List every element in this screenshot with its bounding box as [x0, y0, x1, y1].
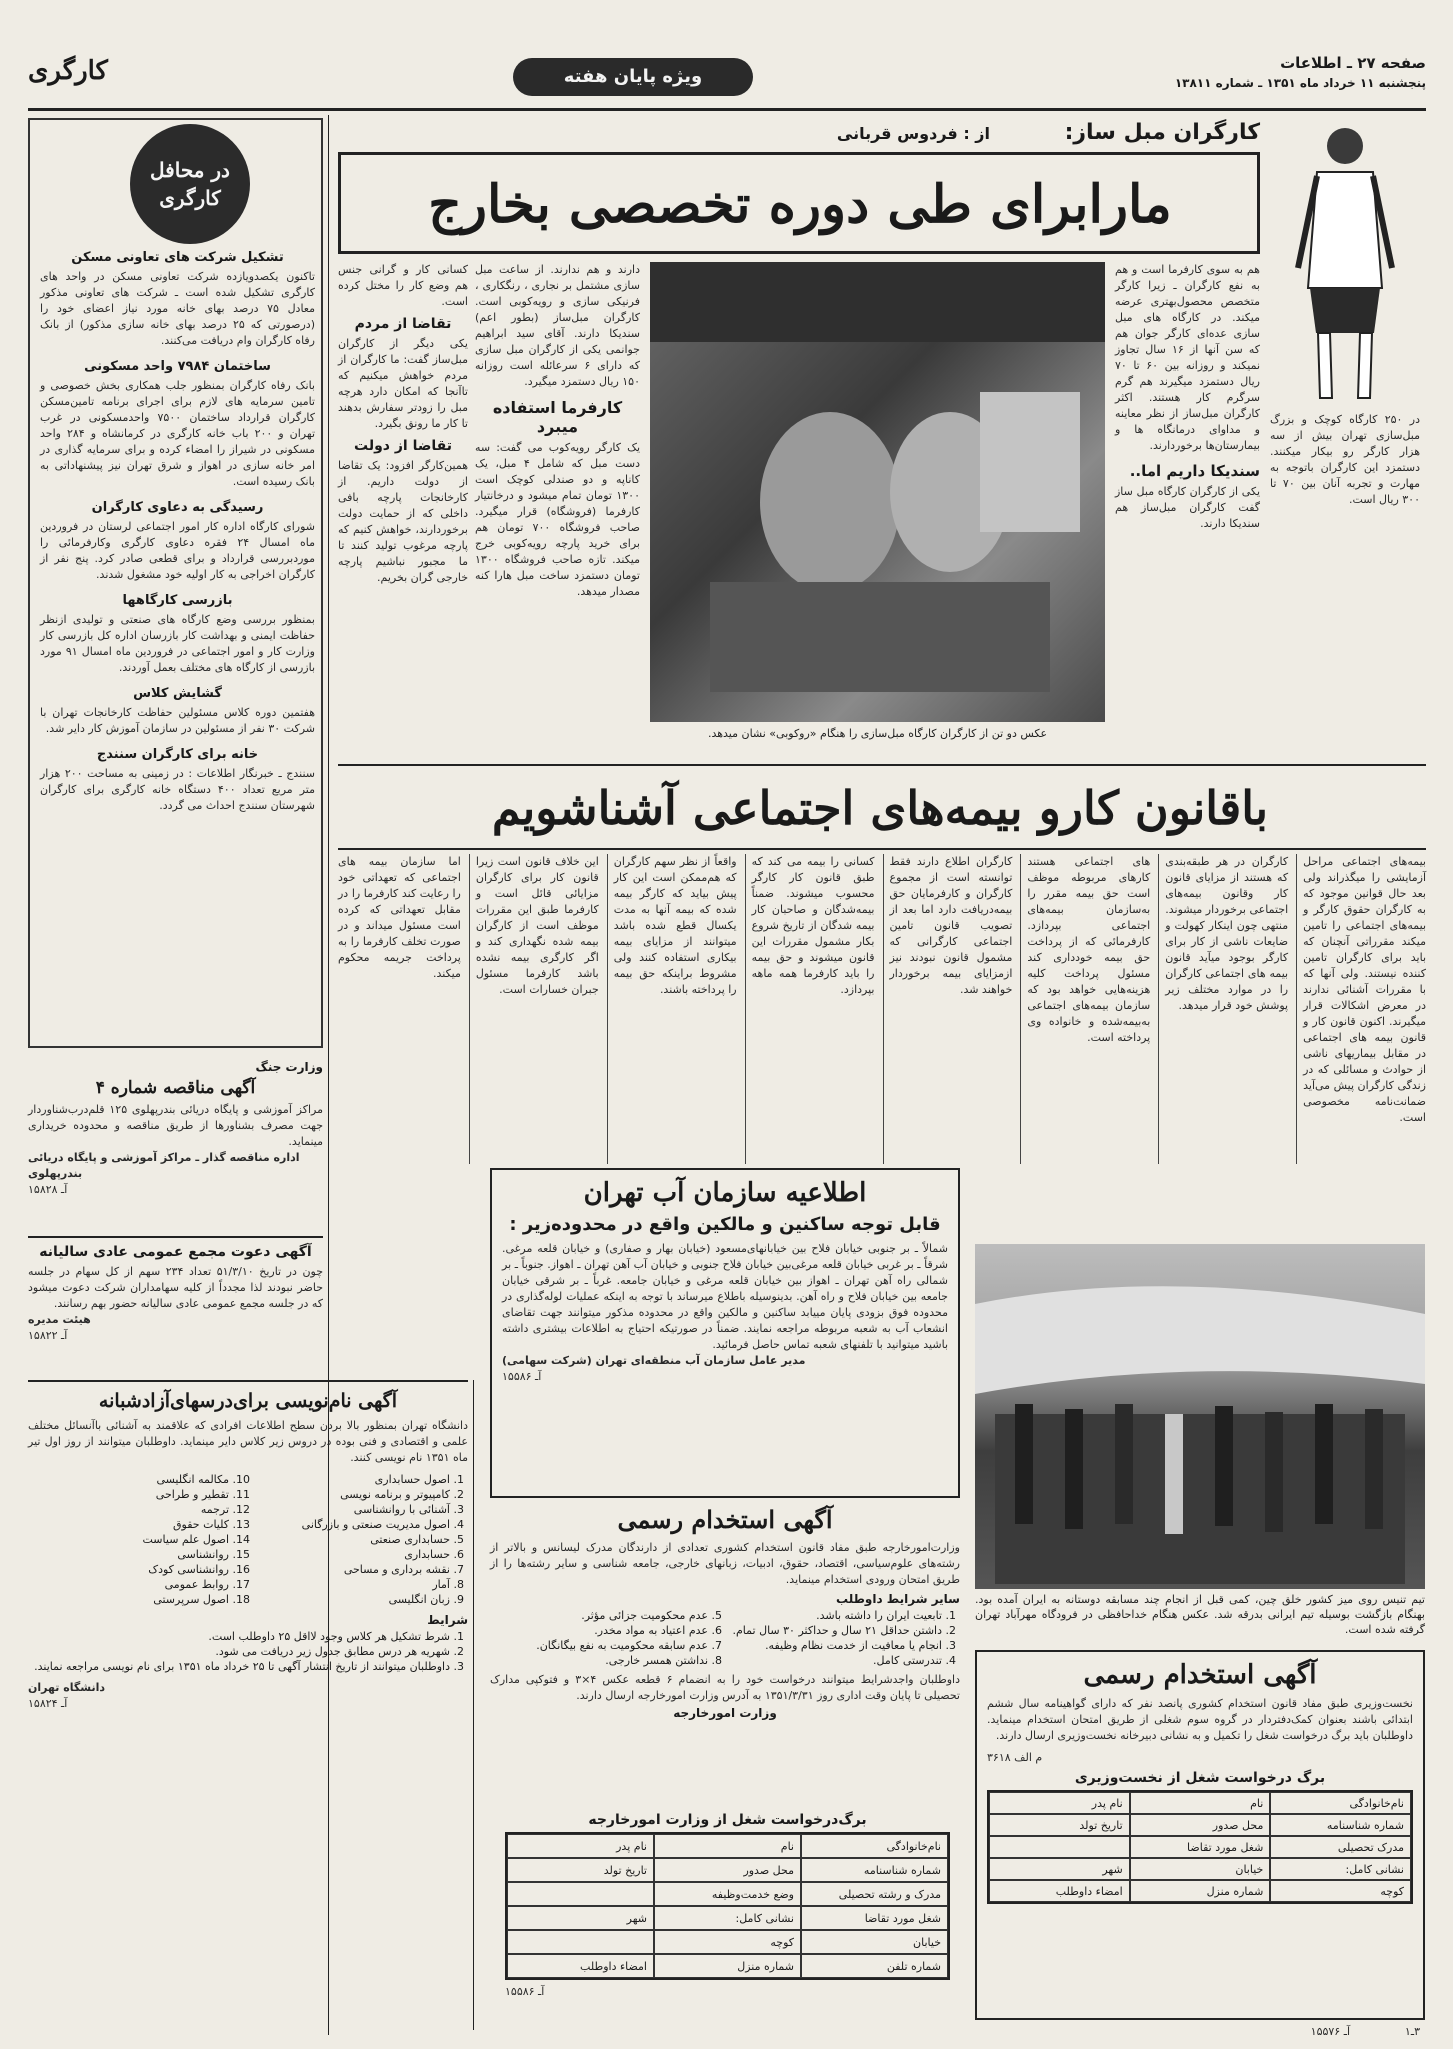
assembly-body: چون در تاریخ ۵۱/۳/۱۰ تعداد ۲۳۴ سهم از کل سهام در جلسه حاضر نبودند لذا مجدداً از کلیه سهامداران شرکت دعوت میشود که در جلسه مجمع عمومی عادی سالیانه حضور بهم رسانند.	[28, 1265, 324, 1310]
news-item-body: سنندج ـ خبرنگار اطلاعات : در زمینی به مساحت ۲۰۰ هزار متر مربع تعداد ۴۰۰ دستگاه خانه کارگری برای کارگران شهرستان سنندج احداث می گردد.	[40, 767, 315, 812]
water-body: شمالاً ـ بر جنوبی خیابان فلاح بین خیابانهای‌مسعود (خیابان بهار و صفاری) و خیابان قلعه مرغی. شرقاً ـ بر غربی خیابان قلعه مرغی‌بین خیابان فلاح جنوبی و خیابان آب آهن تهران ـ اهواز. جنوباً ـ بر شمالی راه آهن تهران ـ اهواز بین خیابان قلعه مرغی و خیابان جامعه. غرباً ـ بر شرقی خیابان جامعه بین خیابان فلاح و راه آهن. بدینوسیله باطلاع میرساند با توجه به اینکه عملیات لوله‌گذاری در محدوده فوق بزودی پایان مییابد ساکنین و مالکین واقع در محدوده مذکور میتوانند جهت تقاضای انشعاب آب به شعبه مربوطه مراجعه نمایند. ضمناً در صورتیکه احتیاج به اطلاعات بیشتری داشته باشید میتوانید با تلفنهای شعبه تماس حاصل فرمائید.	[502, 1242, 948, 1351]
mfa-conditions	[490, 1608, 960, 1668]
figure-drawing	[1270, 118, 1420, 408]
form-field[interactable]: خیابان	[1130, 1858, 1271, 1880]
pm-footer-page: ۳ـ۱	[1404, 2025, 1420, 2038]
law-headline: باقانون کارو بیمه‌های اجتماعی آشناشویم	[491, 781, 1269, 835]
page-header	[28, 52, 1426, 104]
furniture-workers-photo	[650, 262, 1105, 722]
mfa-code: آـ ۱۵۵۸۶	[505, 1985, 545, 1998]
university-title: آگهی نام‌نویسی برای‌درسهای‌آزاد‌شبانه	[98, 1390, 398, 1412]
photo-caption: عکس دو تن از کارگران کارگاه مبل‌سازی را هنگام «روکوبی» نشان میدهد.	[707, 727, 1048, 740]
law-column: اما سازمان بیمه های اجتماعی که تعهداتی خود را رعایت کند کارفرما را در مقابل تعهداتی که کرده است مسئول میداند و در صورت تخلف کارفرما را به پرداخت جریمه محکوم میکند.	[338, 855, 461, 980]
water-sign: مدیر عامل سازمان آب منطقه‌ای تهران (شرکت سهامی)	[502, 1354, 806, 1367]
feature-subhead: تقاضا از دولت	[354, 438, 452, 454]
news-item-title: خانه برای کارگران سنندج	[96, 747, 259, 762]
form-field[interactable]	[507, 1930, 654, 1954]
course-item: 5. حسابداری صنعتی	[249, 1532, 450, 1547]
header-rule	[28, 108, 1426, 111]
form-field[interactable]: کوچه	[654, 1930, 801, 1954]
feature-subhead: سندیکا داریم اما..	[1129, 462, 1260, 480]
feature-column-top: در ۲۵۰ کارگاه کوچک و بزرگ مبل‌سازی تهران بیش از سه هزار کارگر رو بیکار میکنند. دستمزد این کارگران باتوجه به مهارت و تجربه آنان بین ۷۰ تا ۳۰۰ ریال است.	[1270, 413, 1420, 506]
form-field[interactable]: شهر	[989, 1858, 1130, 1880]
water-notice	[490, 1168, 960, 1498]
course-item: 13. کلیات حقوق	[28, 1517, 229, 1532]
pm-ad-body: نخست‌وزیری طبق مفاد قانون استخدام کشوری پانصد نفر که دارای گواهینامه سال ششم ابتدائی باشند بعنوان کمک‌دفتردار در گروه سوم شغلی از طریق امتحان استخدام مینماید. داوطلبان باید برگ درخواست شغل را تکمیل و به نشانی دبیرخانه نخست‌وزیری ارسال دارند.	[987, 1697, 1413, 1742]
news-item	[40, 686, 315, 737]
form-field[interactable]: نام‌خانوادگی	[801, 1834, 948, 1858]
tender-title: آگهی مناقصه شماره ۴	[95, 1078, 256, 1098]
form-field[interactable]: خیابان	[801, 1930, 948, 1954]
table-tennis-caption: تیم تنیس روی میز کشور خلق چین، کمی قبل از انجام چند مسابقه دوستانه به ایران آمده بود. بهنگام بازگشت بوسیله تیم ایرانی بدرقه شد. عکس هنگام خداحافظی در فرودگاه مهرآباد تهران گرفته شده است.	[975, 1593, 1425, 1636]
feature-text: یکی دیگر از کارگران مبل‌ساز گفت: ما کارگران از مردم خواهش میکنیم که تاآنجا که امکان دارد هرچه مبل را زودتر سفارش بدهند تا کار ما رونق بگیرد.	[338, 337, 468, 430]
labor-news-list	[40, 250, 315, 1040]
condition-item: 6. عدم اعتیاد به مواد مخدر.	[490, 1623, 708, 1638]
section-title: کارگری	[28, 56, 108, 86]
feature-text: هم به سوی کارفرما است و هم به نفع کارگران ـ زیرا کارگر متخصص محصول‌بهتری عرضه میکند. در کارگاه های مبل سازی عده‌ای کارگر جوان هم که سن آنها از ۱۶ سال تجاوز نمیکند و روزانه بین ۶۰ تا ۷۰ ریال دستمزد میگیرند هم گرم سرگرم کار هستند. اکثر کارگران مبل‌ساز از نظر معاینه و مداوای درمانگاه ها و بیمارستان‌ها برخوردارند.	[1115, 263, 1261, 452]
page-number-line: صفحه ۲۷ ـ اطلاعات	[1280, 54, 1426, 72]
assembly-code: آـ ۱۵۸۲۲	[28, 1329, 68, 1342]
mfa-ad	[490, 1505, 960, 1805]
form-field[interactable]: محل صدور	[654, 1858, 801, 1882]
course-item: 18. اصول سرپرستی	[28, 1592, 229, 1607]
pm-footer-code: آـ ۱۵۵۷۶	[1310, 2025, 1350, 2038]
form-field[interactable]: شماره شناسنامه	[801, 1858, 948, 1882]
form-field[interactable]	[989, 1836, 1130, 1858]
note-item: 2. شهریه هر درس مطابق جدول زیر دریافت می شود.	[28, 1644, 450, 1659]
course-item: 15. روانشناسی	[28, 1547, 229, 1562]
mfa-form	[505, 1812, 950, 2012]
table-tennis-photo	[975, 1244, 1425, 1589]
pm-ad-code: م الف ۳۶۱۸	[987, 1751, 1043, 1764]
feature-text: همین‌کارگر افزود: یک تقاضا از دولت داریم. از کارخانجات پارچه بافی داخلی که از حمایت دولت برخوردارند، خواهش کنیم که پارچه مرغوب تولید کنند تا ما مجبور نباشیم پارچه خارجی گران بخریم.	[338, 459, 468, 584]
pm-ad	[975, 1650, 1425, 2020]
form-field[interactable]: تاریخ تولد	[507, 1858, 654, 1882]
assembly-sign: هیئت مدیره	[28, 1313, 91, 1326]
law-columns	[338, 854, 1426, 1164]
news-item	[40, 359, 315, 490]
condition-item: 4. تندرستی کامل.	[724, 1653, 942, 1668]
pm-ad-title: آگهی استخدام رسمی	[1083, 1660, 1317, 1690]
mfa-ad-body: وزارت‌امورخارجه طبق مفاد قانون استخدام کشوری تعدادی از دارندگان مدرک لیسانس و بالاتر از رشته‌های علوم‌سیاسی، اقتصاد، حقوق، ادبیات، زبانهای خارجی، جامعه شناسی و سایر رشته‌ها را از طریق امتحان ورودی استخدام مینماید.	[490, 1541, 960, 1586]
form-field[interactable]: شماره شناسنامه	[1270, 1814, 1411, 1836]
water-subtitle: قابل توجه ساکنین و مالکین واقع در محدوده‌زیر :	[509, 1214, 941, 1235]
feature-byline: از : فردوس قربانی	[836, 124, 990, 143]
news-item-title: رسیدگی به دعاوی کارگران	[91, 500, 264, 515]
mfa-ministry: وزارت امورخارجه	[673, 1706, 777, 1720]
tender-sign: اداره مناقصه گذار ـ مراکز آموزشی و پایگاه دریائی بندرپهلوی	[28, 1151, 300, 1180]
form-field[interactable]: شغل مورد تقاضا	[1130, 1836, 1271, 1858]
university-notes-title: شرایط	[427, 1613, 468, 1627]
feature-text: کسانی کار و گرانی جنس هم وضع کار را مختل کرده است.	[338, 263, 468, 308]
news-item	[40, 500, 315, 583]
pm-form-grid	[987, 1790, 1413, 1904]
news-item-body: شورای کارگاه اداره کار امور اجتماعی لرستان در فروردین ماه امسال ۲۴ فقره دعاوی کارگری وکارفرمائی را موردبررسی قرارداد و برای قطعی صادر کرد. پنج نفر از کارگران اخراجی به کار اولیه خود مشغول شدند.	[40, 520, 316, 581]
feature-column	[1115, 262, 1260, 762]
law-headline-rule	[338, 848, 1426, 850]
feature-headline: مارابرای طی دوره تخصصی بخارج	[428, 174, 1172, 235]
weekend-banner: ویژه پایان هفته	[513, 58, 753, 96]
form-field[interactable]: نام پدر	[507, 1834, 654, 1858]
mfa-form-title: برگ‌درخواست شغل از وزارت امورخارجه	[588, 1812, 867, 1828]
feature-text: یکی از کارگران کارگاه مبل ساز گفت کارگران مبل‌ساز هم سندیکا دارند.	[1115, 485, 1260, 530]
feature-text: یک کارگر رویه‌کوب می گفت: سه دست مبل که شامل ۴ مبل، یک کاناپه و دو صندلی کوچک است ۱۳۰۰ تومان تمام میشود و درخانتیار کارفرما (فروشگاه) قرار میگیرد. صاحب فروشگاه ۷۰۰ تومان هم برای خرید پارچه رویه‌کوبی خرج میکند. تازه صاحب فروشگاه ۱۳۰۰ تومان دستمزد ساخت مبل هارا کنه مصدار میدهد.	[475, 441, 641, 598]
feature-subhead: کارفرما استفاده میبرد	[492, 398, 623, 436]
news-item-title: تشکیل شرکت های تعاونی مسکن	[71, 250, 284, 265]
feature-headline-box	[338, 152, 1260, 254]
assembly-ad	[28, 1244, 323, 1374]
course-item: 10. مکالمه انگلیسی	[28, 1472, 229, 1487]
news-item	[40, 593, 315, 676]
form-field[interactable]: تاریخ تولد	[989, 1814, 1130, 1836]
feature-column	[338, 262, 468, 762]
form-field[interactable]: نشانی کامل:	[1270, 1858, 1411, 1880]
form-field[interactable]: مدرک تحصیلی	[1270, 1836, 1411, 1858]
note-item: 1. شرط تشکیل هر کلاس وجود لااقل ۲۵ داوطلب است.	[28, 1629, 450, 1644]
university-sign: دانشگاه تهران	[28, 1681, 105, 1694]
form-field[interactable]: نام پدر	[989, 1792, 1130, 1814]
news-item	[40, 747, 315, 814]
form-field[interactable]: وضع خدمت‌وظیفه	[654, 1882, 801, 1906]
condition-item: 5. عدم محکومیت جزائی مؤثر.	[490, 1608, 708, 1623]
feature-subhead: تقاضا از مردم	[354, 316, 452, 332]
news-item	[40, 250, 315, 349]
ad-divider	[28, 1380, 468, 1382]
ad-divider	[28, 1236, 323, 1238]
assembly-title: آگهی دعوت مجمع عمومی عادی سالیانه	[39, 1244, 312, 1260]
course-item: 16. روانشناسی کودک	[28, 1562, 229, 1577]
condition-item: 8. نداشتن همسر خارجی.	[490, 1653, 708, 1668]
law-column: کسانی را بیمه می کند که طبق قانون کار کارگر محسوب میشوند. ضمناً بیمه‌شدگان و صاحبان کار بیمه شدگان از تاریخ شروع بکار مشمول مقررات این قانون میشوند و حق بیمه را باید کارفرما همه ماهه بپردازد.	[745, 854, 875, 1164]
course-item: 6. حسابداری	[249, 1547, 450, 1562]
form-field[interactable]: نام	[654, 1834, 801, 1858]
feature-bottom-rule	[338, 764, 1426, 766]
law-column: این خلاف قانون است زیرا قانون کار برای کارگران مزایائی قائل است و کارفرما طبق این مقررات موظف است از کارگران بیمه شده نگهداری کند و اگر کارگری بیمه نشده باشد کارفرما مسئول جبران خسارات است.	[469, 854, 599, 1164]
labor-circles-badge-text: در محافل کارگری	[150, 158, 230, 210]
labor-news-column	[28, 118, 323, 1048]
photo-shapes	[975, 1244, 1425, 1589]
law-column: واقعاً از نظر سهم کارگران که هم‌ممکن است این کار پیش بیاید که کارگر بیمه شده که بیمه آنها به مدت یکسال قطع شده باشد میتوانند از مزایای بیمه بیکاری استفاده کنند ولی مشروط براینکه حق بیمه را پرداخته باشند.	[607, 854, 737, 1164]
date-line: پنجشنبه ۱۱ خرداد ماه ۱۳۵۱ ـ شماره ۱۳۸۱۱	[1174, 76, 1426, 90]
law-column: های اجتماعی هستند کارهای مربوطه موظف است حق بیمه مقرر را به‌سازمان بیمه‌های اجتماعی بپردازد. کارفرمائی که از پرداخت حق بیمه خودداری کند مسئول پرداخت کلیه هزینه‌هایی خواهد بود که سازمان بیمه‌های اجتماعی به‌بیمه‌شده و خانواده وی پرداخته است.	[1020, 854, 1150, 1164]
form-field[interactable]: شغل مورد تقاضا	[801, 1906, 948, 1930]
course-list	[28, 1472, 468, 1607]
law-column: کارگران در هر طبقه‌بندی که هستند از مزایای قانون کار وقانون بیمه‌های اجتماعی برخوردار میشوند. منتهی چون اینکار کهولت و ضایعات ناشی از کار برای کارگر بوجود میآید قانون بیمه های اجتماعی کارگران را در موارد مختلف زیر پوشش خود قرار میدهد.	[1158, 854, 1288, 1164]
feature-column	[475, 262, 640, 762]
course-item: 11. تقطیر و طراحی	[28, 1487, 229, 1502]
note-item: 3. داوطلبان میتوانند از تاریخ انتشار آگهی تا ۲۵ خرداد ماه ۱۳۵۱ برای نام نویسی مراجعه نمایند.	[28, 1659, 450, 1674]
news-item-body: تاکنون یکصدویازده شرکت تعاونی مسکن در واحد های کارگری تشکیل شده است ـ شرکت های تعاونی مذکور معادل ۷۵ درصد بهای خانه مورد نیاز اعضای خود را (درصورتی که ۲۵ درصد بهای خانه‌ سازی مذکور) از بانک رفاه کارگران وام دریافت می‌کنند.	[40, 270, 316, 347]
form-field[interactable]: شهر	[507, 1906, 654, 1930]
news-item-body: هفتمین دوره کلاس مسئولین حفاظت کارخانجات تهران با شرکت ۳۰ نفر از مسئولین در سازمان آموزش کار دایر شد.	[40, 706, 315, 735]
tender-org: وزارت جنگ	[255, 1060, 323, 1074]
form-field[interactable]	[507, 1882, 654, 1906]
form-field[interactable]: نام‌خانوادگی	[1270, 1792, 1411, 1814]
form-field[interactable]: شماره منزل	[1130, 1880, 1271, 1902]
course-item: 1. اصول حسابداری	[249, 1472, 450, 1487]
form-field[interactable]: محل صدور	[1130, 1814, 1271, 1836]
course-item: 3. آشنائی با روانشناسی	[249, 1502, 450, 1517]
course-item: 8. آمار	[249, 1577, 450, 1592]
feature-kicker: کارگران مبل ساز:	[1064, 120, 1260, 145]
law-column: بیمه‌های اجتماعی مراحل آزمایشی را میگذراند ولی بعد حال قوانین موجود که به کارگران حقوق کارگر و بیمه‌های اجتماعی را تامین میکند مقرراتی آنچنان که باید برای کارگران تامین کننده نیستند. ولی آنها که با مقررات آشنائی ندارند در معرض اشکالات قرار میگیرند. اکنون قانون کار و قانون بیمه های اجتماعی در مقابل بیماریهای ناشی از حوادث و مسائلی که در زندگی کارگران پیش می‌آید ضمانت‌نامه مخصوصی است.	[1296, 854, 1426, 1164]
mfa-form-grid	[505, 1832, 950, 1980]
news-item-title: ساختمان ۷۹۸۴ واحد مسکونی	[84, 359, 271, 374]
condition-item: 7. عدم سابقه محکومیت به نفع بیگانگان.	[490, 1638, 708, 1653]
pm-form-title: برگ درخواست شغل از نخست‌وزیری	[1074, 1770, 1326, 1786]
course-item: 17. روابط عمومی	[28, 1577, 229, 1592]
university-code: آـ ۱۵۸۲۴	[28, 1697, 68, 1710]
university-notes	[28, 1629, 468, 1674]
form-field[interactable]: امضاء داوطلب	[989, 1880, 1130, 1902]
course-item: 2. کامپیوتر و برنامه نویسی	[249, 1487, 450, 1502]
course-item: 7. نقشه برداری و مساحی	[249, 1562, 450, 1577]
form-field[interactable]: شماره منزل	[654, 1954, 801, 1978]
tender-ad	[28, 1060, 323, 1230]
university-intro: دانشگاه تهران بمنظور بالا بردن سطح اطلاعات افرادی که علاقمند به آشنائی باآنسائل مختلف علمی و اقتصادی و فنی بوده در دروس زیر کلاس دایر مینماید. داوطلبان میتوانند از روز اول تیر ماه ۱۳۵۱ نام نویسی کنند.	[28, 1419, 468, 1464]
course-item: 14. اصول علم سیاست	[28, 1532, 229, 1547]
form-field[interactable]: امضاء داوطلب	[507, 1954, 654, 1978]
mfa-conditions-title: سایر شرایط داوطلب	[835, 1592, 960, 1606]
course-item: 12. ترجمه	[28, 1502, 229, 1517]
tender-code: آـ ۱۵۸۲۸	[28, 1183, 68, 1196]
feature-text: دارند و هم ندارند. از ساعت مبل سازی مشتمل بر نجاری ، رنگکاری ، فرنیکی سازی و رویه‌کوبی است. کارگران مبل‌ساز (بطور اعم) سندیکا دارند. آقای سید ابراهیم جوانمی یکی از کارگران مبل سازی که دارای ۶ سرعائله است روزانه ۱۵۰ ریال دستمزد میگیرد.	[475, 263, 641, 388]
news-item-title: گشایش کلاس	[133, 686, 222, 701]
form-field[interactable]: شماره تلفن	[801, 1954, 948, 1978]
condition-item: 2. داشتن حداقل ۲۱ سال و حداکثر ۳۰ سال تمام.	[724, 1623, 942, 1638]
tender-body: مراکز آموزشی و پایگاه دریائی بندرپهلوی ۱۲۵ قلم‌درب‌شناوردار جهت مصرف بشناورها از طریق مناقصه و محدوده خریداری مینماید.	[28, 1103, 324, 1148]
law-column: کارگران اطلاع دارند فقط توانسته است از مجموع کارگران و کارفرمایان حق بیمه‌دریافت دارد اما بعد از تصویب قانون تامین اجتماعی کارگرانی که مشمول قانون نبودند نیز ازمزایای بیمه برخوردار خواهند شد.	[883, 854, 1013, 1164]
labor-circles-badge	[130, 124, 250, 244]
water-code: آـ ۱۵۵۸۶	[502, 1370, 542, 1383]
news-item-body: بانک رفاه کارگران بمنظور جلب همکاری بخش خصوصی و تامین سرمایه های لازم برای اجرای برنامه تامین‌مسکن کارگران قرارداد ساختمان ۷۵۰۰ واحدمسکونی در غرب تهران و ۲۰۰ باب خانه کارگری در کرمانشاه و ۲۸۴ واحد مسکونی در شیراز را امضاء کرده و برای سرمایه گذاری در امر خانه سازی در اهواز و شرق تهران نیز پیشنهاداتی به بانک رسیده است.	[40, 379, 316, 488]
mfa-ad-title: آگهی استخدام رسمی	[617, 1505, 833, 1534]
university-ad	[28, 1388, 468, 2028]
course-item: 9. زبان انگلیسی	[249, 1592, 450, 1607]
athlete-illustration	[1270, 118, 1420, 408]
photo-shapes	[650, 262, 1105, 722]
form-field[interactable]: نشانی کامل:	[654, 1906, 801, 1930]
news-item-title: بازرسی کارگاهها	[122, 593, 233, 608]
university-divider	[473, 1380, 474, 2030]
condition-item: 3. انجام یا معافیت از خدمت نظام وظیفه.	[724, 1638, 942, 1653]
form-field[interactable]: مدرک و رشته تحصیلی	[801, 1882, 948, 1906]
news-item-body: بمنظور بررسی وضع کارگاه های صنعتی و تولیدی ازنظر حفاظت ایمنی و بهداشت کار بازرسان اداره کل بازرسی کار وزارت کار و امور اجتماعی در فروردین ماه امسال ۹۱ مورد بازرسی از کارگاه های مختلف بعمل آوردند.	[40, 613, 315, 674]
course-item: 4. اصول مدیریت صنعتی و بازرگانی	[249, 1517, 450, 1532]
water-title: اطلاعیه سازمان آب تهران	[583, 1178, 867, 1208]
mfa-footer: داوطلبان واجدشرایط میتوانند درخواست خود را به انضمام ۶ قطعه عکس ۴×۳ و فتوکپی مدارک تحصیلی تا پایان وقت اداری روز ۱۳۵۱/۳/۳۱ به آدرس وزارت امورخارجه ارسال دارند.	[490, 1673, 961, 1702]
condition-item: 1. تابعیت ایران را داشته باشد.	[724, 1608, 942, 1623]
form-field[interactable]: نام	[1130, 1792, 1271, 1814]
form-field[interactable]: کوچه	[1270, 1880, 1411, 1902]
